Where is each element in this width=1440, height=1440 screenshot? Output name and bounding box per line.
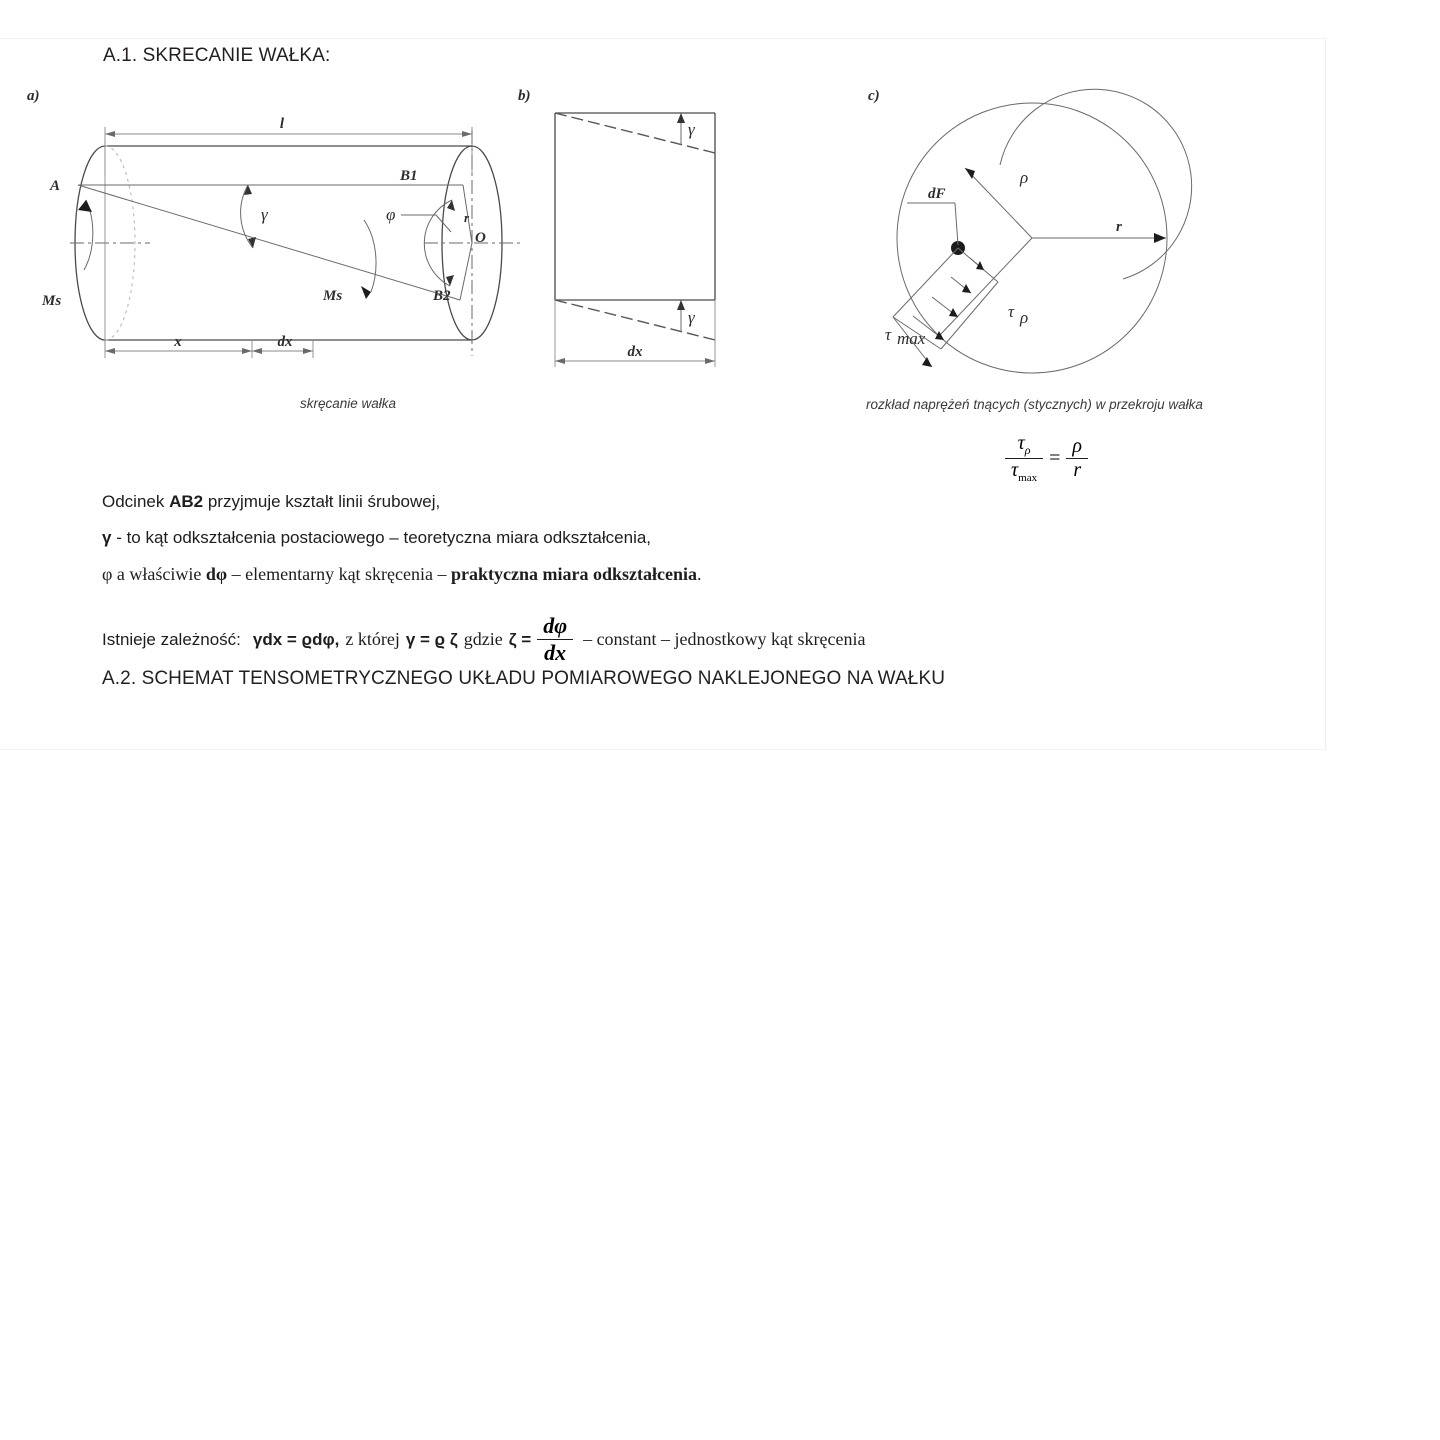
body-line-3-phi: φ [102, 564, 113, 584]
eq-tail: – constant – jednostkowy kąt skręcenia [583, 629, 866, 649]
label-gamma-b-bottom: γ [688, 308, 695, 327]
eq-part-5: ζ = [508, 629, 532, 649]
label-center-o: O [475, 230, 486, 246]
formula-equals: = [1049, 446, 1061, 469]
figure-c-caption: rozkład naprężeń tnących (stycznych) w przekroju wałka [866, 397, 1203, 412]
body-line-1-part-a: Odcinek [102, 492, 170, 511]
label-tau-rho-symbol: τ [1008, 302, 1015, 321]
body-line-2 [102, 528, 651, 548]
eq-part-3: γ = ϱ ζ [405, 629, 458, 649]
label-tau-max-sub: max [897, 329, 926, 348]
label-dx-a: dx [277, 334, 293, 350]
body-line-3-emphasis: praktyczna miara odkształcenia [451, 564, 697, 584]
label-length-l: l [279, 116, 285, 132]
body-line-2-text: - to kąt odkształcenia postaciowego – teoretyczna miara odkształcenia, [111, 528, 652, 547]
body-line-1 [102, 492, 440, 512]
eq-fraction-numerator: dφ [537, 613, 573, 640]
relation-equation-line [102, 613, 866, 666]
formula-denominator-right: r [1073, 458, 1082, 481]
label-ms-right: Ms [323, 288, 343, 304]
body-line-3-dphi: dφ [205, 564, 228, 584]
figure-a-letter: a) [27, 88, 40, 104]
label-radius-r-c: r [1116, 219, 1122, 235]
body-line-3-part-d: – elementarny kąt skręcenia – [227, 564, 452, 584]
figure-a-caption: skręcanie wałka [300, 396, 397, 411]
label-dF-c: dF [928, 186, 946, 202]
page-title-a2: A.2. SCHEMAT TENSOMETRYCZNEGO UKŁADU POMIAROWEGO NAKLEJONEGO NA WAŁKU [102, 668, 946, 689]
figure-c-diagram [880, 95, 1190, 380]
page-title-a1: A.1. SKRECANIE WAŁKA: [103, 45, 331, 66]
label-rho-c: ρ [1020, 168, 1029, 187]
body-line-1-part-c: przyjmuje kształt linii śrubowej, [203, 492, 441, 511]
figure-b-diagram [545, 105, 765, 380]
eq-fraction-denominator: dx [544, 640, 567, 665]
body-line-3-part-b: a właściwie [112, 564, 206, 584]
eq-part-2: z której [345, 629, 400, 649]
label-tau-max-symbol: τ [885, 325, 892, 344]
label-dx-b: dx [627, 344, 643, 360]
label-radius-r-a: r [464, 210, 470, 225]
label-x: x [174, 334, 182, 350]
label-point-b1: B1 [400, 168, 418, 184]
body-line-3 [102, 564, 702, 585]
label-tau-rho-sub: ρ [1020, 308, 1029, 327]
body-line-1-ab2: AB2 [169, 492, 204, 511]
label-point-b2: B2 [433, 288, 451, 304]
body-line-2-gamma: γ [102, 528, 112, 547]
label-point-a: A [50, 178, 61, 194]
label-gamma-a: γ [261, 205, 268, 224]
label-phi-a: φ [386, 205, 396, 224]
eq-part-4: gdzie [463, 629, 503, 649]
body-line-3-period: . [697, 564, 702, 584]
eq-part-1: γdx = ϱdφ, [252, 629, 340, 649]
stress-ratio-formula [1005, 432, 1088, 484]
figure-b-letter: b) [518, 88, 531, 104]
formula-numerator-left: $\tau_\rho$ [1005, 432, 1043, 459]
label-ms-left: Ms [42, 293, 62, 309]
figure-a-diagram [20, 100, 520, 390]
formula-denominator-left: $\tau_{max}$ [1011, 459, 1038, 484]
eq-lead: Istnieje zależność: [102, 629, 241, 649]
figure-c-letter: c) [868, 88, 880, 104]
label-gamma-b-top: γ [688, 120, 695, 139]
formula-numerator-right: ρ [1066, 435, 1088, 459]
